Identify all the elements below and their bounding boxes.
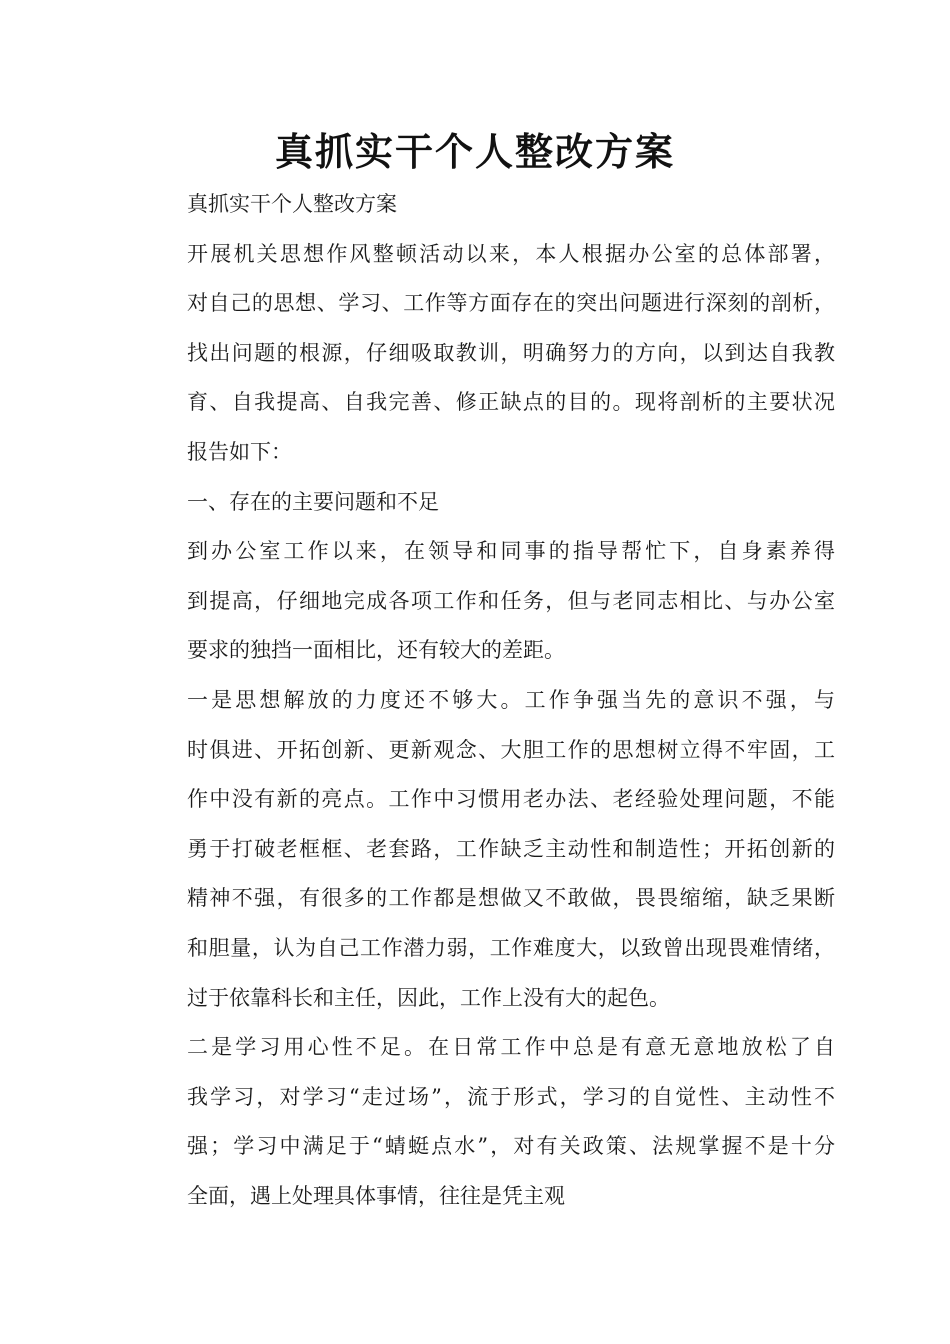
text-line: 报告如下： — [187, 439, 292, 464]
text-line: 强；学习中满足于“蜻蜓点水”，对有关政策、法规掌握不是十分 — [187, 1134, 835, 1159]
point-two-paragraph — [145, 1023, 835, 1221]
text-line: 一、存在的主要问题和不足 — [187, 489, 439, 514]
section-heading — [145, 478, 835, 528]
text-line: 时俱进、开拓创新、更新观念、大胆工作的思想树立得不牢固，工 — [187, 737, 835, 762]
text-line: 过于依靠科长和主任，因此，工作上没有大的起色。 — [187, 985, 670, 1010]
text-line: 育、自我提高、自我完善、修正缺点的目的。现将剖析的主要状况 — [187, 390, 835, 415]
text-line: 开展机关思想作风整顿活动以来，本人根据办公室的总体部署， — [187, 241, 835, 266]
intro-paragraph — [145, 230, 835, 478]
text-line: 要求的独挡一面相比，还有较大的差距。 — [187, 638, 565, 663]
text-line: 作中没有新的亮点。工作中习惯用老办法、老经验处理问题，不能 — [187, 787, 835, 812]
text-line: 全面，遇上处理具体事情，往往是凭主观 — [187, 1183, 565, 1208]
text-line: 勇于打破老框框、老套路，工作缺乏主动性和制造性；开拓创新的 — [187, 836, 835, 861]
point-one-paragraph — [145, 676, 835, 1023]
text-line: 二是学习用心性不足。在日常工作中总是有意无意地放松了自 — [187, 1035, 835, 1060]
text-line: 一是思想解放的力度还不够大。工作争强当先的意识不强，与 — [187, 687, 835, 712]
text-line: 到提高，仔细地完成各项工作和任务，但与老同志相比、与办公室 — [187, 588, 835, 613]
text-line: 我学习，对学习“走过场”，流于形式，学习的自觉性、主动性不 — [187, 1084, 835, 1109]
text-line: 对自己的思想、学习、工作等方面存在的突出问题进行深刻的剖析， — [187, 291, 835, 316]
text-line: 精神不强，有很多的工作都是想做又不敢做，畏畏缩缩，缺乏果断 — [187, 886, 835, 911]
text-line: 和胆量，认为自己工作潜力弱，工作难度大，以致曾出现畏难情绪， — [187, 935, 835, 960]
document-body — [145, 180, 835, 1221]
overview-paragraph — [145, 527, 835, 676]
text-line: 找出问题的根源，仔细吸取教训，明确努力的方向，以到达自我教 — [187, 340, 835, 365]
document-title: 真抓实干个人整改方案 — [274, 130, 675, 174]
text-line: 到办公室工作以来，在领导和同事的指导帮忙下，自身素养得 — [187, 539, 835, 564]
text-line: 真抓实干个人整改方案 — [187, 192, 397, 216]
subtitle-paragraph — [145, 180, 835, 230]
